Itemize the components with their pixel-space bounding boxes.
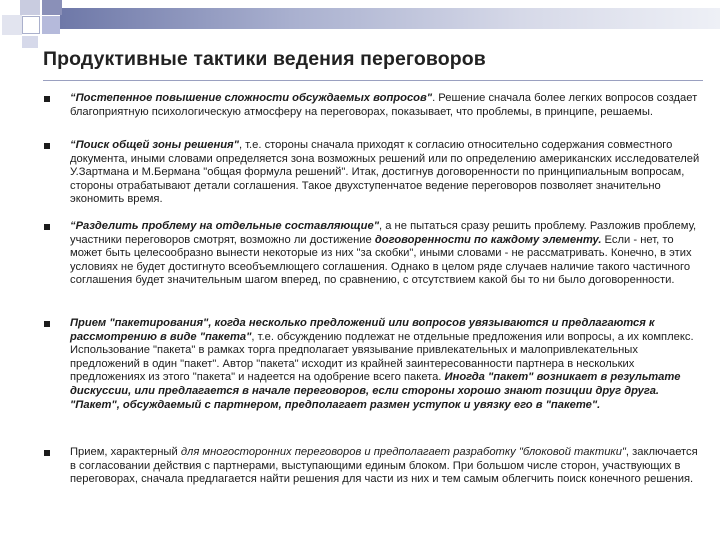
bullet-marker: [44, 321, 50, 327]
list-item-2: [70, 139, 705, 207]
bullet-marker: [44, 224, 50, 230]
item-2-text: , т.е. стороны сначала приходят к согласию относительно содержания совместного документа, иными словами определяется зона возможных решений или по определению американских исследователей У.Зартмана и М.Бермана "общая формула решений". Итак, достигнув договоренности по принципиальным вопросам, стороны отрабатывают детали соглашения. Такое двухступенчатое ведение переговоров позволяет значительно экономить время.: [70, 139, 700, 206]
item-3-lead: “Разделить проблему на отдельные составляющие": [70, 220, 380, 232]
bullet-marker: [44, 96, 50, 102]
deco-square: [42, 0, 62, 15]
deco-square: [22, 16, 40, 34]
list-item-4: [70, 317, 705, 412]
item-3-emphasis: договоренности по каждому элементу.: [374, 233, 602, 246]
item-1-text: . Решение сначала более легких вопросов создает благоприятную психологическую атмосферу на переговорах, показывает, что проблемы, в принципе, решаемы.: [70, 92, 698, 118]
deco-square: [2, 15, 22, 35]
item-5-text: , заключается в согласовании действия с партнерами, выступающими единым блоком. При большом числе сторон, участвующих в переговорах, сначала предлагается найти решения для части из них и тем самым облегчить поиск конечного решения.: [70, 446, 698, 486]
deco-square: [22, 36, 38, 48]
list-item-5: [70, 446, 705, 487]
list-item-3: [70, 220, 705, 288]
item-5-lead: Прием, характерный: [70, 446, 181, 458]
item-3-text-b: Если - нет, то может быть целесообразно вынести некоторые из них "за скобки", иными словами - не рассматривать. Конечно, в этих условиях не будет достигнуто всеобъемлющего соглашения. Однако в целом ряде случаев наличие такого частичного соглашения будет значительным шагом вперед, по сравнению, с отсутствием какой бы то ни было договоренности.: [70, 233, 692, 287]
item-4-emphasis: Иногда "пакет" возникает в результате дискуссии, или предлагается в начале переговоров, если стороны хорошо знают позиции друг друга. "Пакет", обсуждаемый с партнером, предполагает размен уступок и увязку его в "пакете".: [70, 371, 681, 411]
item-4-text: , т.е. обсуждению подлежат не отдельные предложения или вопросы, а их комплекс. Использование "пакета" в рамках торга предполагает увязывание привлекательных и малопривлекательных предложений в один "пакет". Автор "пакета" исходит из крайней заинтересованности партнера в нескольких предложениях из этого "пакета" и надеется на одобрение всего пакета.: [70, 330, 694, 384]
item-4-lead: Прием "пакетирования", когда несколько предложений или вопросов увязываются и предлагаются к рассмотрению в виде "пакета": [70, 317, 655, 343]
item-5-italic: для многосторонних переговоров и предполагает разработку "блоковой тактики": [180, 446, 626, 458]
slide-title: Продуктивные тактики ведения переговоров: [43, 48, 486, 70]
deco-square: [20, 0, 40, 15]
title-divider: [43, 80, 703, 81]
bullet-marker: [44, 143, 50, 149]
bullet-marker: [44, 450, 50, 456]
item-3-text-a: , а не пытаться сразу решить проблему. Разложив проблему, участники переговоров смотрят, возможно ли достижение: [70, 220, 697, 246]
header-decoration: [0, 0, 720, 40]
list-item-1: [70, 92, 705, 119]
deco-square: [42, 16, 60, 34]
item-2-lead: “Поиск общей зоны решения": [70, 139, 239, 151]
header-gradient-band: [60, 8, 720, 29]
item-1-lead: “Постепенное повышение сложности обсуждаемых вопросов": [70, 92, 433, 104]
